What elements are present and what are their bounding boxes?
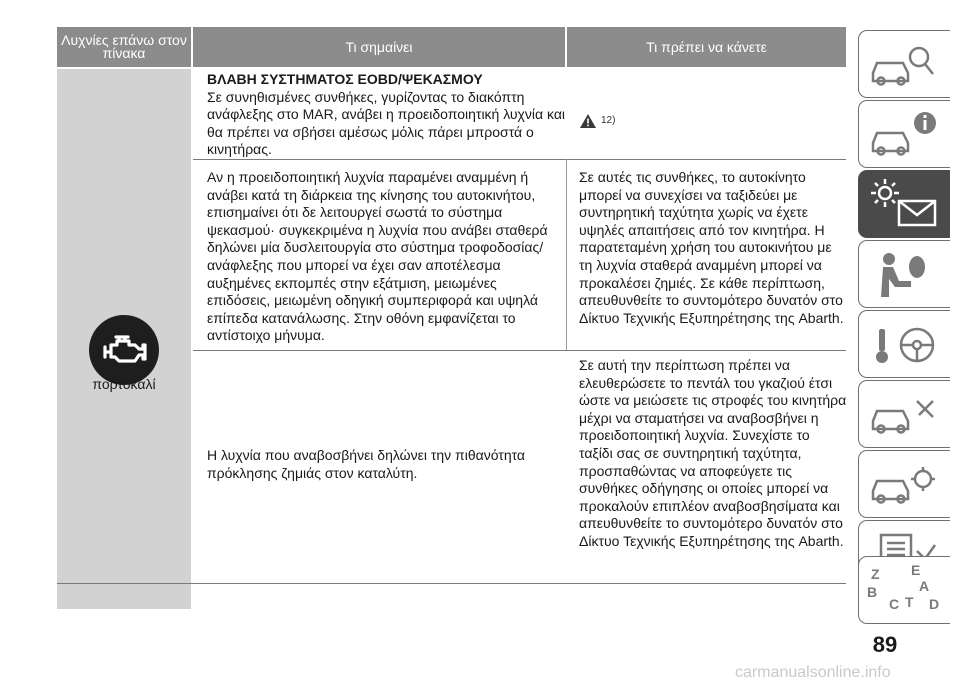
header-lamps: Λυχνίες επάνω στον πίνακα xyxy=(57,27,191,67)
row2-action: Σε αυτές τις συνθήκες, το αυτοκίνητο μπορεί να συνεχίσει να ταξιδεύει με συντηρητική ταχύτητα χωρίς να έχετε υψηλές απαιτήσεις από τον κινητήρα. Η παρατεταμένη χρήση του αυτοκινήτου με τη λυχνία σταθερά αναμμένη μπορεί να προκαλέσει ζημιές. Σε κάθε περίπτωση, απευθυνθείτε το συντομότερο δυνατόν στο Δίκτυο Τεχνικής Εξυπηρέτησης της Abarth. xyxy=(579,169,844,326)
tab-starting-driving[interactable] xyxy=(858,310,950,378)
row2-meaning: Αν η προειδοποιητική λυχνία παραμένει αναμμένη ή ανάβει κατά τη διάρκεια της κίνησης του αυτοκινήτου, επισημαίνει ότι δε λειτουργεί σωστά το σύστημα ψεκασμού· συγκεκριμένα η λυχνία που ανάβει σταθερά δηλώνει μία δυσλειτουργία στο σύστημα τροφοδοσίας/ ανάφλεξης που μπορεί να έχει σαν αποτέλεσμα αυξημένες εκπομπές στην εξάτμιση, μειωμένες επιδόσεις, μειωμένη οδηγική συμπεριφορά και υψηλά επίπεδα κατανάλωσης. Στην οθόνη εμφανίζεται το αντίστοιχο μήνυμα. xyxy=(207,169,548,344)
engine-check-icon xyxy=(89,315,159,385)
row1-meaning xyxy=(207,71,567,159)
car-info-icon xyxy=(859,101,951,169)
tab-car-info[interactable] xyxy=(858,100,950,168)
lamp-color-label: πορτοκαλί xyxy=(92,376,156,392)
svg-text:D: D xyxy=(929,596,940,612)
page-number: 89 xyxy=(872,632,898,657)
row1-action-ref: 12) xyxy=(601,115,616,127)
tab-warning-lights[interactable] xyxy=(858,170,950,238)
table-bottom-rule xyxy=(57,583,846,584)
tab-maintenance[interactable] xyxy=(858,450,950,518)
svg-text:A: A xyxy=(919,578,930,594)
car-search-icon xyxy=(859,31,951,99)
warning-light-message-icon xyxy=(859,171,951,239)
svg-text:C: C xyxy=(889,596,900,612)
tab-index[interactable] xyxy=(858,556,950,624)
row-divider xyxy=(193,159,846,160)
lamp-column xyxy=(57,69,191,609)
row1-action xyxy=(579,112,679,130)
row1-meaning-text: Σε συνηθισμένες συνθήκες, γυρίζοντας το διακόπτη ανάφλεξης στο MAR, ανάβει η προειδοποιητική λυχνία και θα πρέπει να σβήσει αμέσως μόλις πάρει μπροστά ο κινητήρας. xyxy=(207,88,566,158)
row3-meaning: Η λυχνία που αναβοσβήνει δηλώνει την πιθανότητα πρόκλησης ζημιάς στον καταλύτη. xyxy=(207,447,526,481)
car-specs-icon xyxy=(859,451,951,519)
svg-text:T: T xyxy=(905,594,914,610)
row3-action: Σε αυτή την περίπτωση πρέπει να ελευθερώσετε το πεντάλ του γκαζιού έτσι ώστε να μειώσετε τις στροφές του κινητήρα μέχρι να σταματήσει να αναβοσβήνει η προειδοποιητική λυχνία. Συνεχίστε το ταξίδι σας σε συντηρητική ταχύτητα, προσπαθώντας να αποφεύγετε τις συνθήκες οδήγησης οι οποίες μπορεί να προκαλούν επιπλέον αναβοσβησίματα και απευθυνθείτε το συντομότερο δυνατόν στο Δίκτυο Τεχνικής Εξυπηρέτησης της Abarth. xyxy=(579,357,847,549)
header-meaning: Τι σημαίνει xyxy=(193,27,565,67)
key-steering-wheel-icon xyxy=(859,311,951,379)
tab-car-search[interactable] xyxy=(858,30,950,98)
tab-safety[interactable] xyxy=(858,240,950,308)
svg-text:E: E xyxy=(911,562,921,578)
row-divider xyxy=(193,350,846,351)
header-action: Τι πρέπει να κάνετε xyxy=(567,27,846,67)
tab-emergency[interactable] xyxy=(858,380,950,448)
row1-title: ΒΛΑΒΗ ΣΥΣΤΗΜΑΤΟΣ EOBD/ΨΕΚΑΣΜΟΥ xyxy=(207,71,483,87)
alphabet-index-icon xyxy=(859,557,951,625)
car-maintenance-icon xyxy=(859,381,951,449)
column-divider xyxy=(566,159,567,350)
warning-triangle-icon xyxy=(579,112,597,130)
svg-text:Z: Z xyxy=(871,566,880,582)
svg-text:B: B xyxy=(867,584,878,600)
watermark: carmanualsonline.info xyxy=(735,664,891,681)
airbag-seat-icon xyxy=(859,241,951,309)
